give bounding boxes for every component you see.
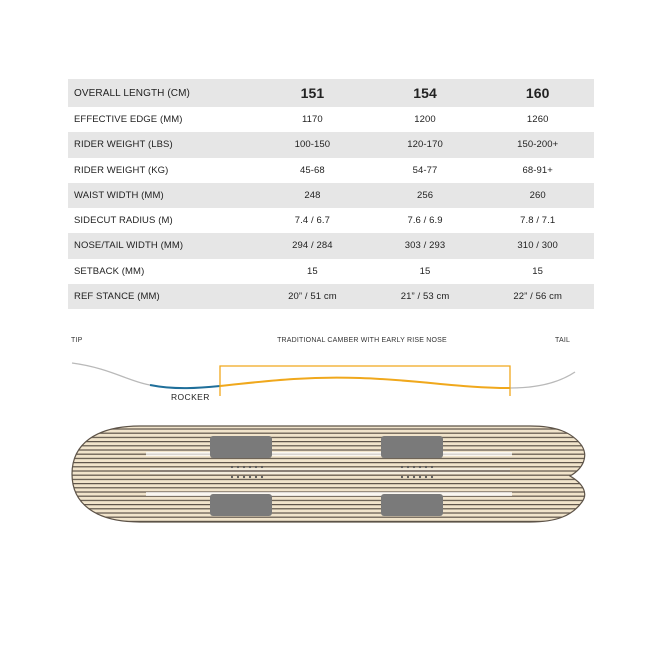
row-value: 100-150 bbox=[294, 139, 331, 151]
row-value: 1200 bbox=[414, 114, 436, 126]
row-label: SIDECUT RADIUS (M) bbox=[74, 215, 173, 227]
size-160: 160 bbox=[525, 85, 550, 101]
row-value: 1260 bbox=[526, 114, 549, 126]
overall-length-label: OVERALL LENGTH (CM) bbox=[74, 87, 190, 99]
row-value: 7.4 / 6.7 bbox=[294, 215, 331, 227]
rocker-label: ROCKER bbox=[171, 392, 210, 402]
row-label: RIDER WEIGHT (KG) bbox=[74, 164, 169, 176]
row-label: REF STANCE (MM) bbox=[74, 290, 160, 302]
row-value: 45-68 bbox=[300, 164, 325, 176]
row-label: NOSE/TAIL WIDTH (MM) bbox=[74, 240, 184, 252]
row-label: EFFECTIVE EDGE (MM) bbox=[74, 114, 183, 126]
row-value: 15 bbox=[419, 265, 431, 277]
row-value: 150-200+ bbox=[517, 139, 559, 151]
row-label: RIDER WEIGHT (LBS) bbox=[74, 139, 173, 151]
row-value: 54-77 bbox=[412, 164, 438, 176]
row-value: 120-170 bbox=[407, 139, 443, 151]
board-top-view bbox=[72, 426, 585, 522]
row-value: 15 bbox=[532, 265, 544, 277]
row-value: 1170 bbox=[301, 114, 323, 126]
row-value: 21” / 53 cm bbox=[400, 290, 450, 302]
row-label: WAIST WIDTH (MM) bbox=[74, 189, 164, 201]
row-value: 303 / 293 bbox=[404, 240, 446, 252]
row-value: 310 / 300 bbox=[517, 240, 558, 252]
row-value: 20” / 51 cm bbox=[288, 290, 337, 302]
row-label: SETBACK (MM) bbox=[74, 265, 145, 277]
row-value: 260 bbox=[529, 189, 546, 201]
row-value: 68-91+ bbox=[522, 164, 553, 176]
row-value: 22” / 56 cm bbox=[513, 290, 562, 302]
profile-title: TRADITIONAL CAMBER WITH EARLY RISE NOSE bbox=[277, 337, 447, 344]
tip-label: TIP bbox=[71, 337, 83, 344]
camber-profile bbox=[72, 363, 575, 396]
row-value: 248 bbox=[304, 189, 321, 201]
row-value: 15 bbox=[307, 265, 318, 277]
row-value: 7.6 / 6.9 bbox=[407, 215, 443, 227]
size-151: 151 bbox=[300, 85, 325, 101]
tail-label: TAIL bbox=[555, 337, 571, 344]
row-value: 256 bbox=[416, 189, 434, 201]
row-value: 7.8 / 7.1 bbox=[520, 215, 556, 227]
size-154: 154 bbox=[413, 85, 437, 101]
row-value: 294 / 284 bbox=[292, 240, 333, 252]
